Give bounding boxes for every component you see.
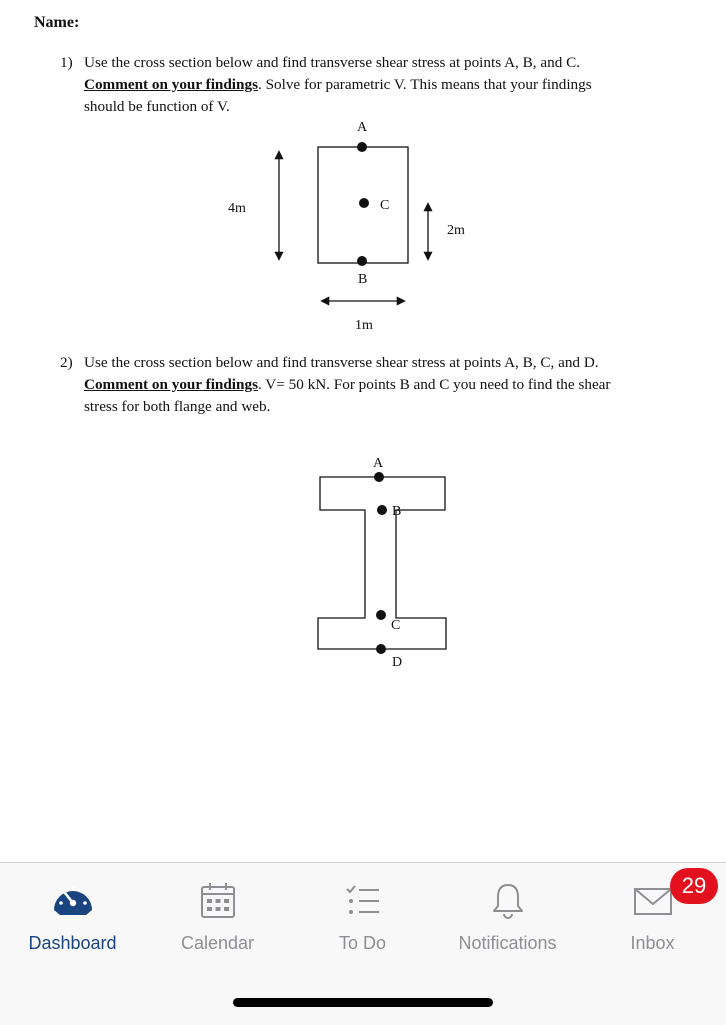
label-d: D <box>392 655 403 670</box>
figure-2-i-beam-section <box>0 440 726 680</box>
label-c: C <box>380 198 390 213</box>
tab-calendar-label: Calendar <box>180 933 255 953</box>
height-label: 4m <box>228 201 246 216</box>
label-a: A <box>373 456 384 471</box>
width-label: 1m <box>355 318 373 333</box>
todo-list-icon <box>341 879 385 923</box>
dashboard-gauge-icon <box>51 879 95 923</box>
label-b: B <box>358 272 368 287</box>
comment-findings-1: Comment on your findings <box>84 76 258 93</box>
tab-notifications-label: Notifications <box>458 933 557 953</box>
question-2-line-2-rest: . V= 50 kN. For points B and C you need to find the shear <box>257 376 611 393</box>
tab-todo-label: To Do <box>338 933 387 953</box>
question-1-line-3: should be function of V. <box>84 98 230 115</box>
point-c-marker <box>359 198 369 208</box>
point-b-marker <box>357 256 367 266</box>
label-a: A <box>357 120 368 135</box>
question-1-line-2-rest: . Solve for parametric V. This means that your findings <box>257 76 592 93</box>
point-a-marker <box>374 472 384 482</box>
calendar-icon <box>196 879 240 923</box>
figure-1-rect-section <box>0 0 726 350</box>
envelope-icon <box>631 879 675 923</box>
question-2-number: 2) <box>60 354 73 371</box>
home-indicator[interactable] <box>233 998 493 1007</box>
tab-dashboard-label: Dashboard <box>28 933 117 953</box>
offset-label: 2m <box>447 223 465 238</box>
point-b-marker <box>377 505 387 515</box>
question-2-line-1: Use the cross section below and find transverse shear stress at points A, B, C, and D. <box>84 354 599 371</box>
i-beam-outline <box>318 477 446 649</box>
tab-todo[interactable] <box>290 863 435 973</box>
question-1-number: 1) <box>60 54 73 71</box>
question-2-line-3: stress for both flange and web. <box>84 398 271 415</box>
name-label: Name: <box>34 14 80 31</box>
point-a-marker <box>357 142 367 152</box>
question-1-line-1: Use the cross section below and find transverse shear stress at points A, B, and C. <box>84 54 581 71</box>
label-b: B <box>392 504 402 519</box>
question-2-line-2 <box>84 374 684 396</box>
bell-icon <box>486 879 530 923</box>
label-c: C <box>391 618 401 633</box>
tab-dashboard[interactable] <box>0 863 145 973</box>
tab-calendar[interactable] <box>145 863 290 973</box>
tab-notifications[interactable] <box>435 863 580 973</box>
point-d-marker <box>376 644 386 654</box>
tab-inbox-label: Inbox <box>630 933 675 953</box>
comment-findings-2: Comment on your findings <box>84 376 258 393</box>
point-c-marker <box>376 610 386 620</box>
inbox-unread-badge: 29 <box>670 868 718 904</box>
